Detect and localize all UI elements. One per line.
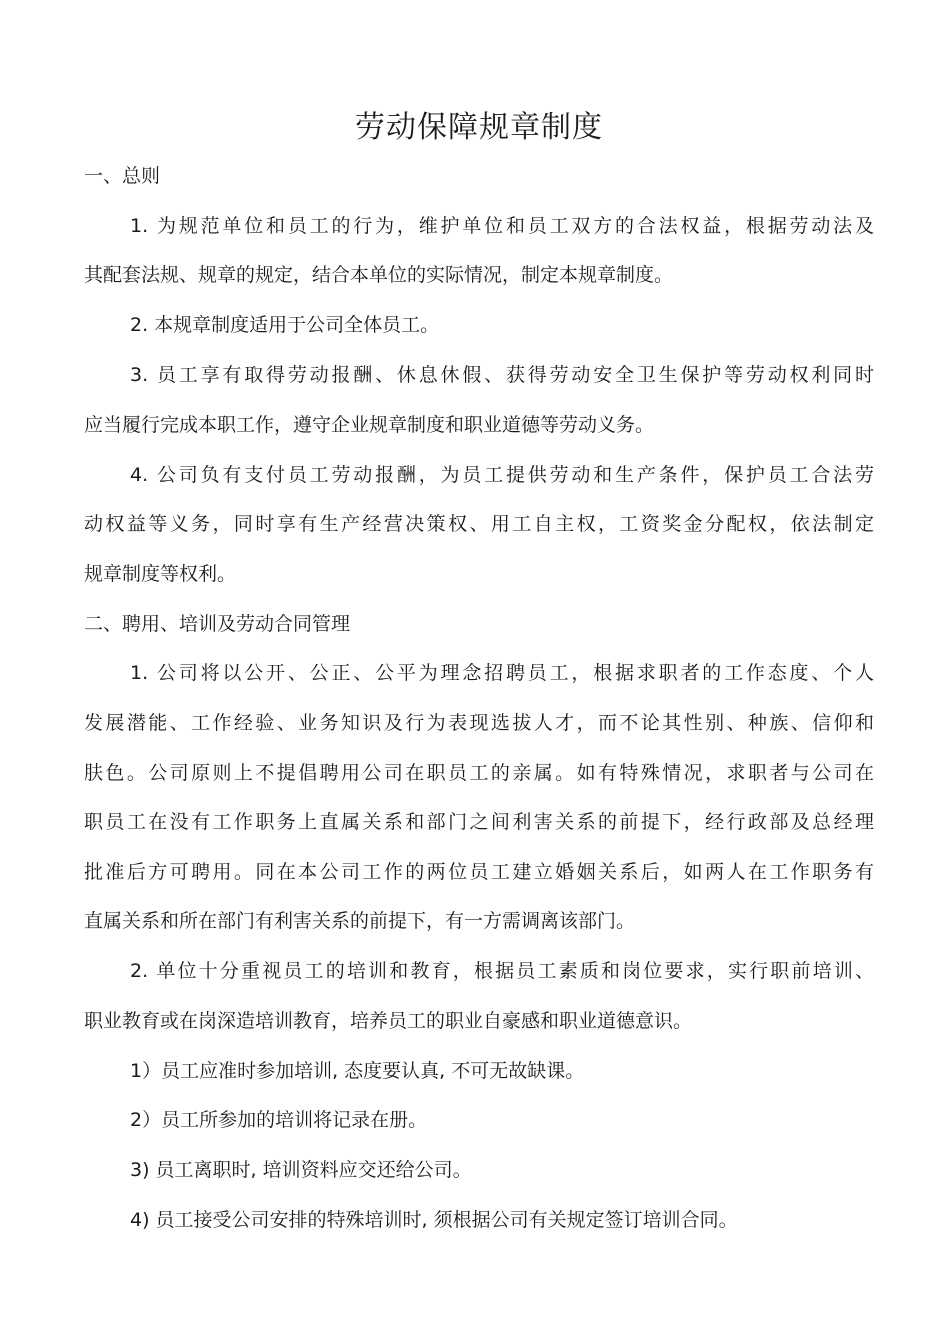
paragraph-line: 3. 员工享有取得劳动报酬、休息休假、获得劳动安全卫生保护等劳动权利同时 <box>130 364 874 386</box>
paragraph-line: 1. 公司将以公开、公正、公平为理念招聘员工，根据求职者的工作态度、个人 <box>130 662 874 684</box>
section-heading-hiring: 二、聘用、培训及劳动合同管理 <box>84 613 351 635</box>
paragraph-line: 其配套法规、规章的规定，结合本单位的实际情况，制定本规章制度。 <box>84 264 674 286</box>
paragraph-line: 2. 本规章制度适用于公司全体员工。 <box>130 314 440 336</box>
section-heading-general: 一、总则 <box>84 165 161 187</box>
paragraph-line: 2. 单位十分重视员工的培训和教育，根据员工素质和岗位要求，实行职前培训、 <box>130 960 874 982</box>
paragraph-line: 职员工在没有工作职务上直属关系和部门之间利害关系的前提下，经行政部及总经理 <box>84 811 874 833</box>
paragraph-line: 规章制度等权利。 <box>84 563 237 585</box>
paragraph-line: 动权益等义务，同时享有生产经营决策权、用工自主权，工资奖金分配权，依法制定 <box>84 513 874 535</box>
document-title: 劳动保障规章制度 <box>355 110 603 145</box>
paragraph-line: 4. 公司负有支付员工劳动报酬，为员工提供劳动和生产条件，保护员工合法劳 <box>130 464 874 486</box>
paragraph-line: 直属关系和所在部门有利害关系的前提下，有一方需调离该部门。 <box>84 910 636 932</box>
list-item: 1）员工应准时参加培训, 态度要认真, 不可无故缺课。 <box>130 1060 585 1082</box>
paragraph-line: 肤色。公司原则上不提倡聘用公司在职员工的亲属。如有特殊情况，求职者与公司在 <box>84 762 874 784</box>
paragraph-line: 批准后方可聘用。同在本公司工作的两位员工建立婚姻关系后，如两人在工作职务有 <box>84 861 874 883</box>
paragraph-line: 发展潜能、工作经验、业务知识及行为表现选拔人才，而不论其性别、种族、信仰和 <box>84 712 874 734</box>
list-item: 4) 员工接受公司安排的特殊培训时, 须根据公司有关规定签订培训合同。 <box>130 1209 738 1231</box>
paragraph-line: 1. 为规范单位和员工的行为，维护单位和员工双方的合法权益，根据劳动法及 <box>130 215 874 237</box>
paragraph-line: 职业教育或在岗深造培训教育，培养员工的职业自豪感和职业道德意识。 <box>84 1010 693 1032</box>
list-item: 3) 员工离职时, 培训资料应交还给公司。 <box>130 1159 472 1181</box>
paragraph-line: 应当履行完成本职工作，遵守企业规章制度和职业道德等劳动义务。 <box>84 414 655 436</box>
list-item: 2）员工所参加的培训将记录在册。 <box>130 1109 428 1131</box>
